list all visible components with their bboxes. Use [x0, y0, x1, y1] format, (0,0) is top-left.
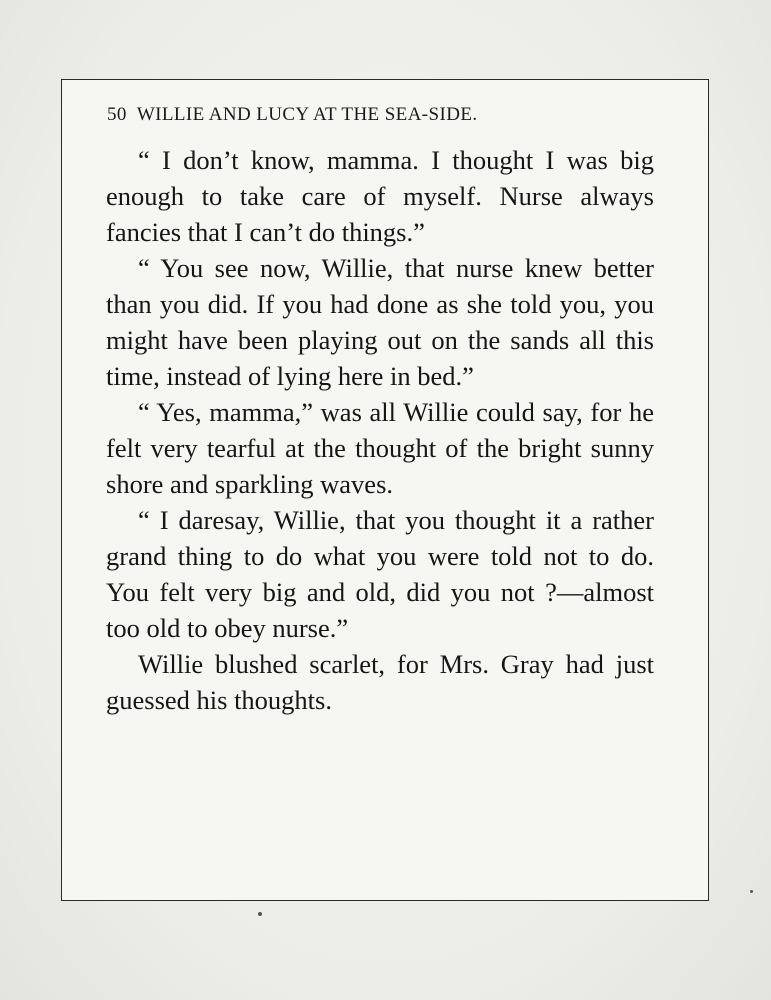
running-title: WILLIE AND LUCY AT THE SEA-SIDE. — [136, 104, 478, 125]
paragraph-3: “ Yes, mamma,” was all Willie could say, for he felt very tearful at the thought of the bright sunny shore and sparkling waves. — [106, 397, 654, 499]
speck-mark — [750, 890, 753, 893]
paragraph-4: “ I daresay, Willie, that you thought it a rather grand thing to do what you were told not to do. You felt very big and old, did you not ?—almost too old to obey nurse.” — [106, 505, 654, 643]
text-frame — [61, 79, 709, 901]
paragraph-2: “ You see now, Willie, that nurse knew better than you did. If you had done as she told you, you might have been playing out on the sands all this time, instead of lying here in bed.” — [106, 253, 654, 391]
body-text — [106, 142, 654, 718]
paragraph-1: “ I don’t know, mamma. I thought I was big enough to take care of myself. Nurse always fancies that I can’t do things.” — [106, 145, 654, 247]
paragraph-5: Willie blushed scarlet, for Mrs. Gray had just guessed his thoughts. — [106, 649, 654, 715]
page-number: 50 — [107, 104, 127, 125]
running-header — [107, 104, 478, 126]
speck-mark — [258, 912, 262, 916]
